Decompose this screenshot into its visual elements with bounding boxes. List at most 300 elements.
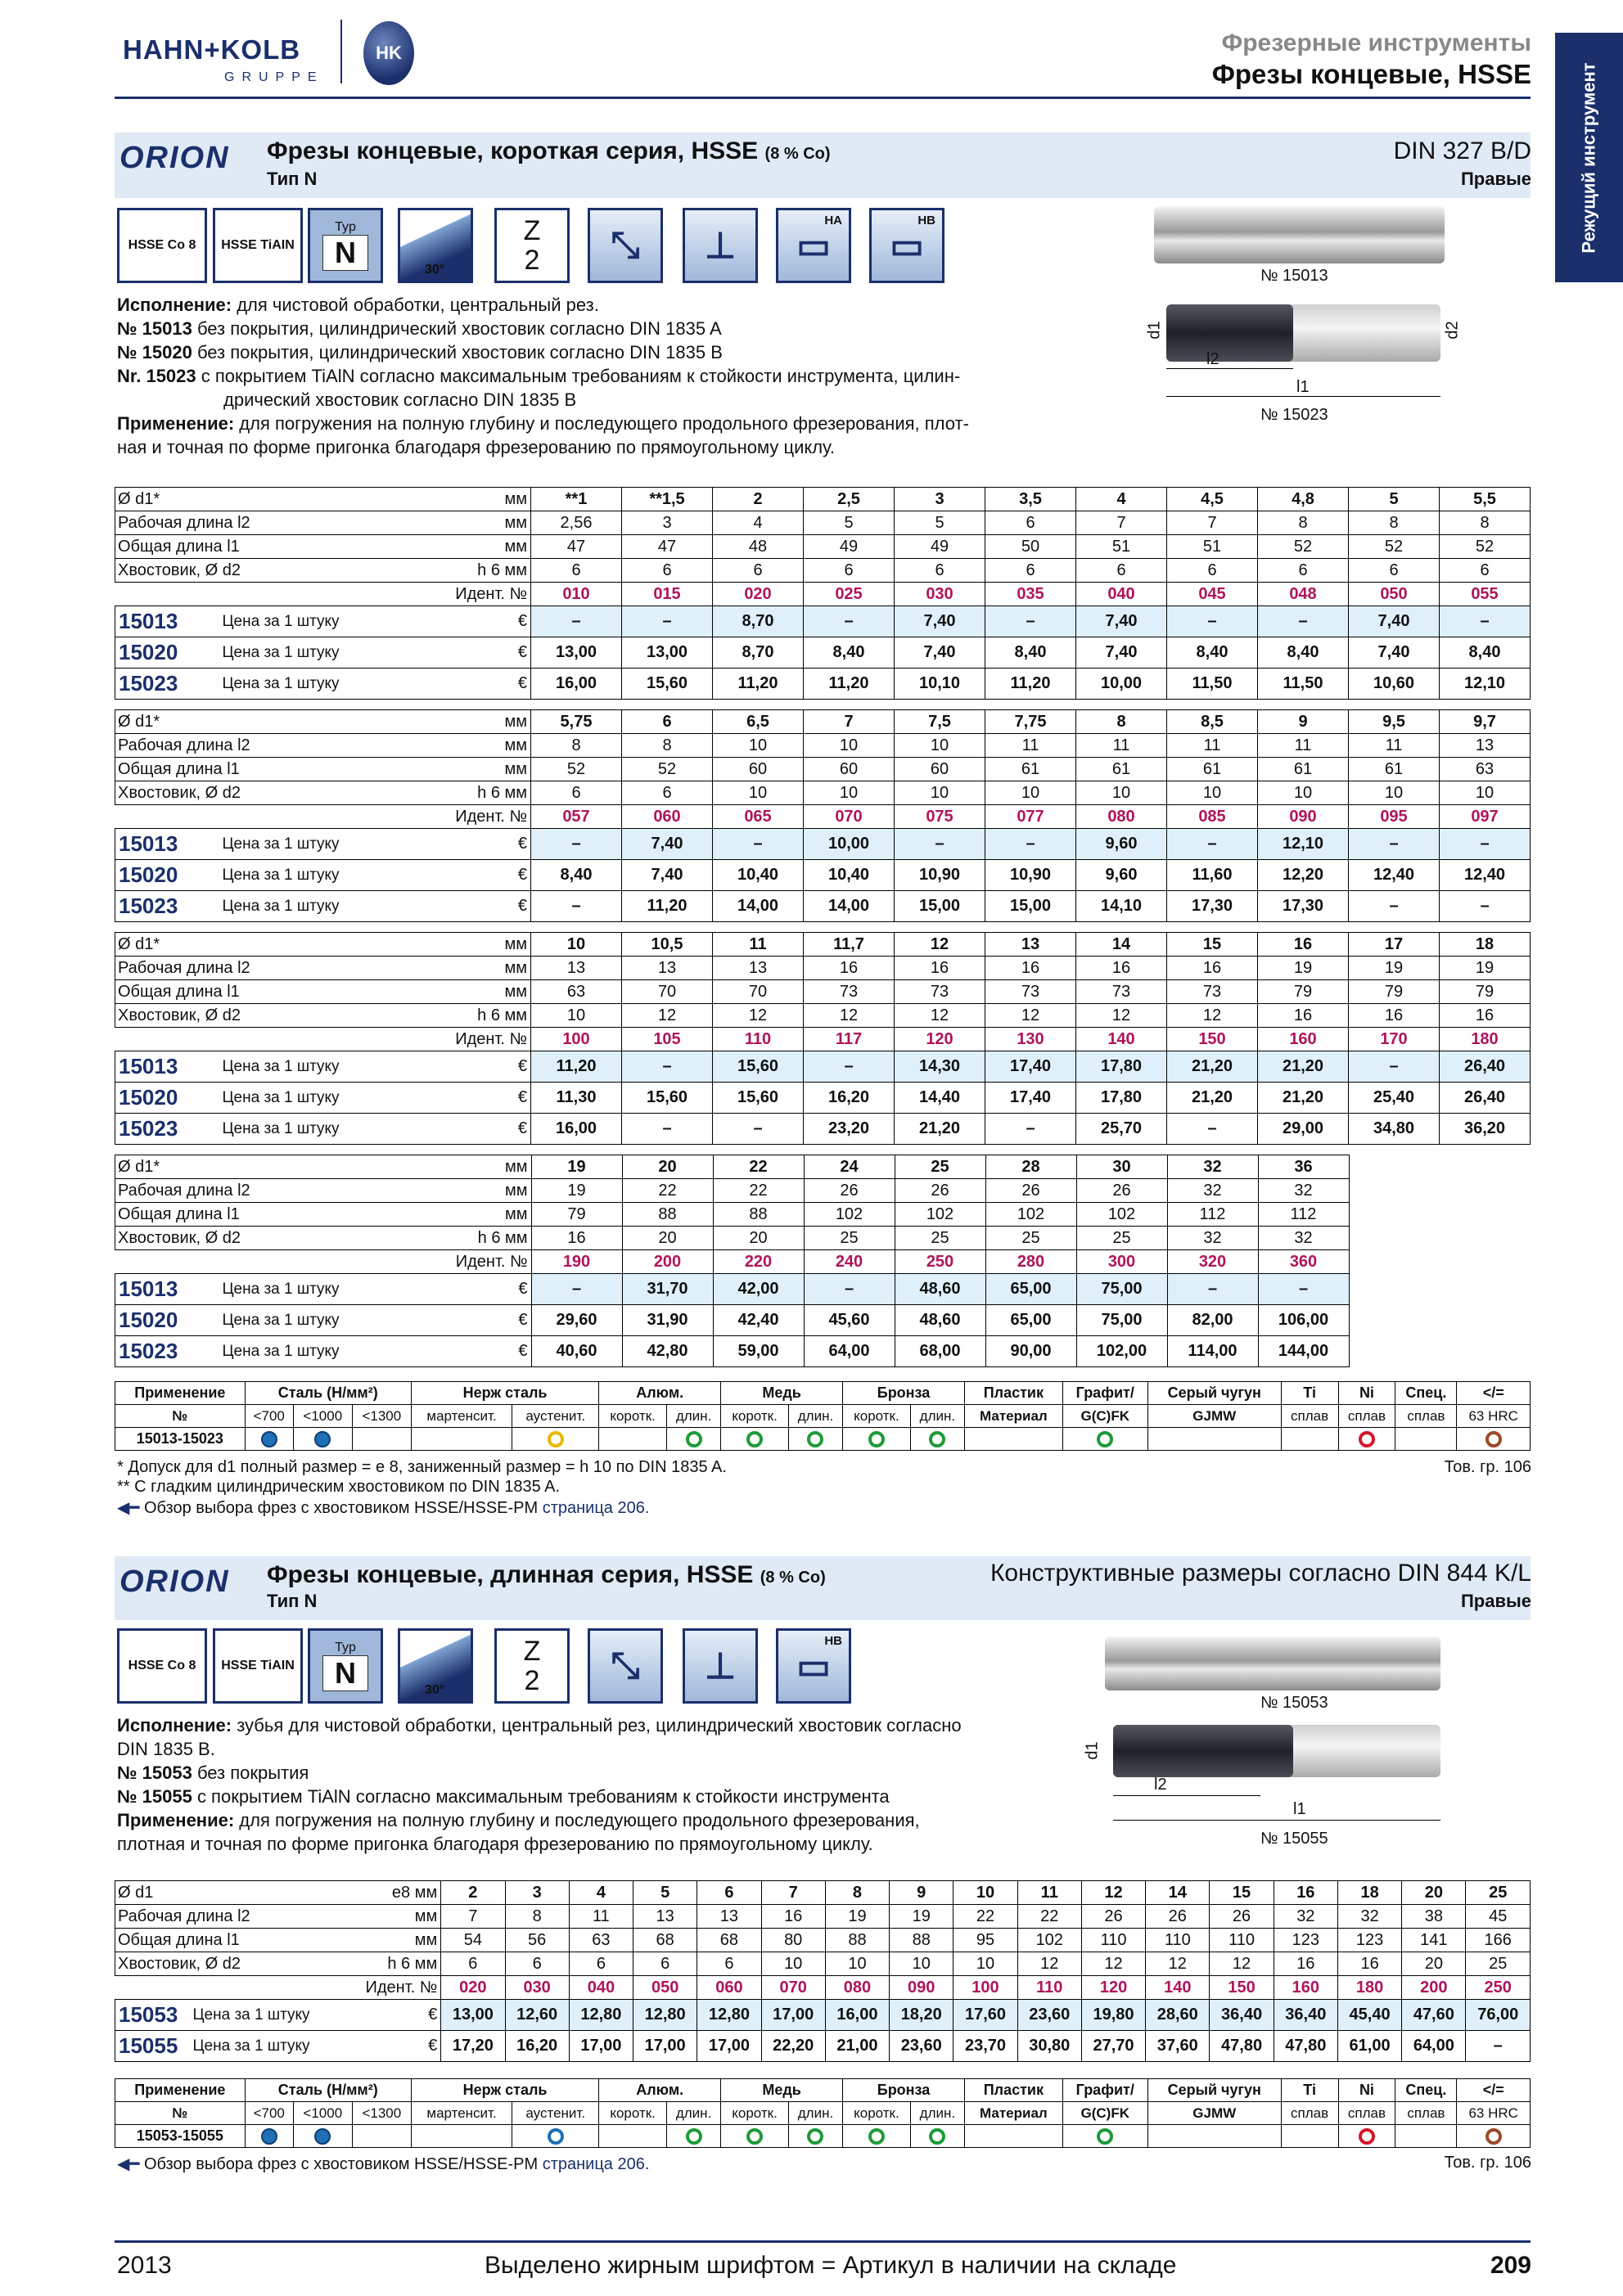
dimension-value: 112: [1258, 1203, 1349, 1227]
price-value: 21,20: [1167, 1083, 1258, 1114]
table-row[interactable]: [115, 2000, 1531, 2031]
dimension-value: 61: [1076, 758, 1167, 781]
ident-number: 250: [895, 1250, 985, 1274]
app-subheader: длин.: [788, 2102, 842, 2125]
tool-coating-2: [1113, 1725, 1293, 1777]
dimension-value: 11: [1017, 1881, 1081, 1905]
dimension-value: 16: [1440, 1004, 1531, 1028]
overview-link-2[interactable]: ◀━ Обзор выбора фрез с хвостовиком HSSE/HSSE-PM страница 206.: [117, 2155, 650, 2173]
app-subheader: <700: [245, 2102, 293, 2125]
price-value: 9,60: [1076, 829, 1167, 860]
table-row[interactable]: [115, 860, 1531, 891]
app-header-row: [115, 2079, 1531, 2102]
price-value: 8,40: [1167, 637, 1258, 669]
price-value: –: [622, 1051, 713, 1083]
app-rating: [1281, 1428, 1338, 1451]
dimension-value: 54: [441, 1929, 505, 1952]
price-value: 10,00: [804, 829, 895, 860]
dimension-value: 30: [1076, 1155, 1167, 1179]
dimension-value: 26: [1146, 1905, 1210, 1929]
price-value: 8,40: [531, 860, 622, 891]
dimension-value: 10: [804, 781, 895, 805]
price-value: 21,20: [895, 1114, 985, 1145]
price-value: 17,40: [985, 1083, 1076, 1114]
dimension-value: 32: [1167, 1155, 1258, 1179]
rating-dot-icon: [1359, 1431, 1375, 1447]
app-subheader: №: [115, 1405, 246, 1428]
dimension-value: 110: [1146, 1929, 1210, 1952]
dimension-row: [115, 758, 1531, 781]
dimension-value: 2: [441, 1881, 505, 1905]
price-value: [1349, 1336, 1440, 1367]
ident-number: 070: [761, 1976, 825, 2000]
price-value: 64,00: [804, 1336, 895, 1367]
dimension-value: 70: [622, 980, 713, 1004]
app-header: Применение: [115, 1382, 246, 1405]
dimension-value: 26: [1076, 1179, 1167, 1203]
dimension-row: [115, 559, 1531, 583]
price-value: 23,20: [804, 1114, 895, 1145]
app-subheader: сплав: [1281, 2102, 1338, 2125]
shank-hb-icon: ▭ HB: [776, 1628, 851, 1704]
description-line: № 15053 без покрытия: [117, 1763, 309, 1784]
app-subheader: длин.: [910, 2102, 964, 2125]
price-value: 7,40: [895, 637, 985, 669]
dimension-value: 6: [697, 1952, 761, 1976]
description-line: № 15013 без покрытия, цилиндрический хвостовик согласно DIN 1835 A: [117, 318, 722, 340]
row-unit: мм: [449, 511, 531, 535]
dimension-value: 8: [1349, 511, 1440, 535]
price-label: Цена за 1 штуку: [220, 891, 449, 922]
page-number: 209: [1490, 2252, 1531, 2279]
price-value: 37,60: [1146, 2031, 1210, 2062]
price-value: –: [713, 829, 804, 860]
row-label: Хвостовик, Ø d2: [115, 559, 449, 583]
ident-number: 170: [1349, 1028, 1440, 1051]
row-label: Общая длина l1: [115, 980, 449, 1004]
app-subheader: длин.: [788, 1405, 842, 1428]
row-label: Хвостовик, Ø d2: [115, 1227, 450, 1250]
dimension-value: 7: [1167, 511, 1258, 535]
app-header: Медь: [721, 1382, 843, 1405]
ident-number: 045: [1167, 583, 1258, 606]
ident-number: 020: [713, 583, 804, 606]
dimension-value: 26: [985, 1179, 1076, 1203]
price-value: 15,60: [713, 1051, 804, 1083]
app-subheader: длин.: [666, 1405, 720, 1428]
price-value: 7,40: [895, 606, 985, 637]
row-unit: e8 мм: [363, 1881, 441, 1905]
price-value: –: [985, 606, 1076, 637]
row-label: Идент. №: [115, 805, 531, 829]
ident-number: 200: [622, 1250, 713, 1274]
price-value: 102,00: [1076, 1336, 1167, 1367]
tool-image-15053: [1105, 1636, 1440, 1690]
price-value: 12,10: [1258, 829, 1349, 860]
currency: €: [449, 637, 531, 669]
dimension-value: 63: [1440, 758, 1531, 781]
ident-number: 030: [505, 1976, 569, 2000]
dimension-value: 13: [713, 957, 804, 980]
ident-number: 220: [713, 1250, 804, 1274]
price-value: 82,00: [1167, 1305, 1258, 1336]
app-rating: [1395, 1428, 1457, 1451]
price-value: 7,40: [1076, 637, 1167, 669]
row-unit: мм: [449, 734, 531, 758]
flutes-z2-icon: Z 2: [494, 208, 570, 283]
dimension-value: 6: [697, 1881, 761, 1905]
dimension-value: 10: [531, 1004, 622, 1028]
row-unit: мм: [449, 535, 531, 559]
ident-number: 030: [895, 583, 985, 606]
price-value: –: [1349, 1051, 1440, 1083]
price-value: 9,60: [1076, 860, 1167, 891]
dimension-value: **1: [531, 488, 622, 511]
price-value: 42,00: [713, 1274, 804, 1305]
price-value: [1440, 1274, 1531, 1305]
dimension-value: 10: [713, 781, 804, 805]
table-row[interactable]: [115, 606, 1531, 637]
ident-number: 055: [1440, 583, 1531, 606]
row-label: Хвостовик, Ø d2: [115, 1952, 363, 1976]
price-label: Цена за 1 штуку: [220, 1336, 450, 1367]
price-label: Цена за 1 штуку: [220, 1305, 450, 1336]
price-value: 47,80: [1274, 2031, 1337, 2062]
price-value: 12,80: [569, 2000, 633, 2031]
dimension-value: 26: [1210, 1905, 1274, 1929]
rating-dot-icon: [261, 2128, 277, 2145]
rating-dot-icon: [548, 2128, 564, 2145]
price-value: –: [531, 829, 622, 860]
table-row[interactable]: [115, 829, 1531, 860]
row-unit: h 6 мм: [363, 1952, 441, 1976]
price-value: –: [1167, 1274, 1258, 1305]
dimension-value: 8: [1076, 710, 1167, 734]
app-rating: [666, 2125, 720, 2148]
ident-number: 080: [825, 1976, 889, 2000]
description-line: DIN 1835 B.: [117, 1739, 215, 1760]
price-value: –: [531, 1274, 622, 1305]
app-rating: [245, 2125, 293, 2148]
price-value: 11,20: [804, 669, 895, 700]
table-row[interactable]: [115, 1114, 1531, 1145]
dimension-value: 6: [1167, 559, 1258, 583]
article-number: 15053: [115, 2000, 191, 2031]
dimension-value: 47: [531, 535, 622, 559]
price-value: 23,60: [1017, 2000, 1081, 2031]
app-subheader: Материал: [964, 2102, 1062, 2125]
dimension-value: **1,5: [622, 488, 713, 511]
ident-number: 050: [1349, 583, 1440, 606]
dimension-value: 11: [1167, 734, 1258, 758]
row-label: Рабочая длина l2: [115, 1179, 450, 1203]
price-value: 48,60: [895, 1305, 985, 1336]
app-header: Нерж сталь: [411, 2079, 598, 2102]
section1-direction: Правые: [1460, 169, 1531, 189]
dimension-value: 16: [1337, 1952, 1401, 1976]
app-rating: [1062, 2125, 1147, 2148]
table-row[interactable]: [115, 1051, 1531, 1083]
price-value: 17,40: [985, 1051, 1076, 1083]
dimension-value: 19: [531, 1155, 622, 1179]
dimension-value: 80: [761, 1929, 825, 1952]
description-line: Применение: для погружения на полную глубину и последующего продольного фрезерования, плот-: [117, 413, 969, 434]
dimension-value: 11: [1349, 734, 1440, 758]
ident-number: 097: [1440, 805, 1531, 829]
dimension-value: 20: [622, 1227, 713, 1250]
dimension-value: 7: [761, 1881, 825, 1905]
app-rating: [843, 2125, 911, 2148]
article-number: 15023: [115, 891, 220, 922]
app-rating: [1062, 1428, 1147, 1451]
dimension-value: 63: [569, 1929, 633, 1952]
app-rating: [599, 2125, 667, 2148]
row-label: Рабочая длина l2: [115, 1905, 363, 1929]
dimension-value: 12: [1167, 1004, 1258, 1028]
dimension-value: [1440, 1203, 1531, 1227]
dimension-value: 73: [895, 980, 985, 1004]
price-value: 29,00: [1258, 1114, 1349, 1145]
dimension-row: [115, 488, 1531, 511]
article-number: 15013: [115, 1051, 220, 1083]
table-row[interactable]: [115, 637, 1531, 669]
dimension-value: 11,7: [804, 933, 895, 957]
dimension-value: 10: [954, 1952, 1017, 1976]
app-rating: [411, 2125, 512, 2148]
dimension-value: 10,5: [622, 933, 713, 957]
ident-number: 150: [1210, 1976, 1274, 2000]
price-label: Цена за 1 штуку: [220, 637, 449, 669]
app-subheader: длин.: [910, 1405, 964, 1428]
dimension-value: 79: [1440, 980, 1531, 1004]
dimension-value: 49: [895, 535, 985, 559]
price-value: 15,60: [622, 1083, 713, 1114]
dimension-value: 25: [985, 1227, 1076, 1250]
price-value: 12,80: [633, 2000, 697, 2031]
section1-application-table: [115, 1381, 1531, 1451]
dimension-value: 25: [804, 1227, 895, 1250]
app-rating: [910, 1428, 964, 1451]
dimension-value: 32: [1337, 1905, 1401, 1929]
app-rating: [721, 2125, 789, 2148]
dimension-value: 6: [1258, 559, 1349, 583]
price-table-block: [115, 487, 1531, 700]
dimension-value: 61: [1167, 758, 1258, 781]
dimension-value: 6: [622, 781, 713, 805]
dimension-value: 47: [622, 535, 713, 559]
ident-number: 320: [1167, 1250, 1258, 1274]
rating-dot-icon: [807, 2128, 823, 2145]
app-header: Ti: [1281, 2079, 1338, 2102]
dimension-value: 16: [1274, 1881, 1337, 1905]
price-value: 10,90: [895, 860, 985, 891]
app-subheader: 63 HRC: [1457, 1405, 1531, 1428]
ident-number: 057: [531, 805, 622, 829]
app-rating: [666, 1428, 720, 1451]
dimension-value: 88: [890, 1929, 954, 1952]
price-value: –: [804, 606, 895, 637]
price-value: 34,80: [1349, 1114, 1440, 1145]
dimension-value: 15: [1167, 933, 1258, 957]
ident-number: 105: [622, 1028, 713, 1051]
app-header: Спец.: [1395, 2079, 1457, 2102]
dimension-value: 38: [1402, 1905, 1466, 1929]
currency: €: [449, 1051, 531, 1083]
dimension-value: 13: [633, 1905, 697, 1929]
dimension-value: 166: [1466, 1929, 1531, 1952]
dimension-value: 8,5: [1167, 710, 1258, 734]
price-value: 10,00: [1076, 669, 1167, 700]
price-value: 11,60: [1167, 860, 1258, 891]
app-subheader: коротк.: [599, 2102, 667, 2125]
dimension-value: 16: [895, 957, 985, 980]
price-value: 90,00: [985, 1336, 1076, 1367]
dimension-row: [115, 511, 1531, 535]
app-rating: [843, 1428, 911, 1451]
dimension-value: 16: [804, 957, 895, 980]
price-label: Цена за 1 штуку: [220, 1051, 449, 1083]
center-cut-icon: ⤡: [588, 208, 663, 283]
dimension-row: [115, 980, 1531, 1004]
section1-brand: ORION: [119, 141, 230, 175]
app-header: Нерж сталь: [411, 1382, 598, 1405]
price-value: 16,00: [825, 2000, 889, 2031]
table-row[interactable]: [115, 669, 1531, 700]
rating-dot-icon: [261, 1431, 277, 1447]
dimension-value: 32: [1258, 1227, 1349, 1250]
table-row[interactable]: [115, 1083, 1531, 1114]
dimension-value: 25: [895, 1227, 985, 1250]
article-number: 15020: [115, 637, 220, 669]
dimension-value: 68: [697, 1929, 761, 1952]
price-value: 15,00: [895, 891, 985, 922]
section2-application-table: [115, 2078, 1531, 2148]
dimension-value: 6: [622, 710, 713, 734]
price-value: [1440, 1336, 1531, 1367]
row-unit: мм: [363, 1929, 441, 1952]
price-value: –: [1167, 606, 1258, 637]
dimension-value: 12: [1081, 1952, 1145, 1976]
article-number: 15020: [115, 860, 220, 891]
center-cut-icon: ⤡: [588, 1628, 663, 1704]
dimension-value: 4,8: [1258, 488, 1349, 511]
table-row[interactable]: [115, 891, 1531, 922]
section1-type: Тип N: [267, 169, 318, 189]
dimension-value: 73: [1167, 980, 1258, 1004]
dimension-value: 60: [895, 758, 985, 781]
header-title: Фрезы концевые, HSSE: [1211, 59, 1531, 89]
description-line: Применение: для погружения на полную глубину и последующего продольного фрезерования,: [117, 1810, 920, 1831]
price-value: 14,10: [1076, 891, 1167, 922]
app-subheader: <700: [245, 1405, 293, 1428]
dimension-value: 61: [985, 758, 1076, 781]
tool-image-15013: [1154, 206, 1445, 263]
dimension-value: 6: [622, 559, 713, 583]
dimension-value: 10: [761, 1952, 825, 1976]
dimension-value: 12: [1017, 1952, 1081, 1976]
dim-l2: l2: [1206, 350, 1220, 368]
dimension-value: 5,5: [1440, 488, 1531, 511]
product-group-2: Тов. гр. 106: [1444, 2154, 1531, 2172]
app-article-range: 15053-15055: [115, 2125, 246, 2148]
app-rating: [352, 1428, 411, 1451]
price-value: –: [531, 606, 622, 637]
arrow-left-icon: ◀━: [117, 1499, 140, 1517]
dimension-value: 3: [622, 511, 713, 535]
app-header: Бронза: [843, 1382, 965, 1405]
dimension-value: 10: [825, 1952, 889, 1976]
helix-angle-icon: 30°: [398, 1628, 473, 1704]
rating-dot-icon: [746, 2128, 763, 2145]
price-value: –: [804, 1051, 895, 1083]
table-row[interactable]: [115, 1305, 1531, 1336]
row-unit: мм: [449, 710, 531, 734]
dimension-value: 50: [985, 535, 1076, 559]
dimension-value: 32: [1258, 1179, 1349, 1203]
dimension-value: 10: [1349, 781, 1440, 805]
price-value: 68,00: [895, 1336, 985, 1367]
price-value: 16,00: [531, 669, 622, 700]
dimension-value: 19: [531, 1179, 622, 1203]
section1-title: Фрезы концевые, короткая серия, HSSE (8 % Co): [267, 137, 831, 164]
table-row[interactable]: [115, 1274, 1531, 1305]
price-value: 17,80: [1076, 1083, 1167, 1114]
price-value: 36,20: [1440, 1114, 1531, 1145]
price-value: 31,90: [622, 1305, 713, 1336]
overview-link[interactable]: ◀━ Обзор выбора фрез с хвостовиком HSSE/HSSE-PM страница 206.: [117, 1499, 650, 1517]
app-subheader: коротк.: [843, 2102, 911, 2125]
dimension-value: 16: [1167, 957, 1258, 980]
dimension-value: 102: [1076, 1203, 1167, 1227]
price-label: Цена за 1 штуку: [220, 669, 449, 700]
helix-angle-icon: 30°: [398, 208, 473, 283]
currency: €: [449, 1274, 531, 1305]
currency: €: [449, 891, 531, 922]
app-subheader: сплав: [1281, 1405, 1338, 1428]
dimension-value: 22: [713, 1179, 804, 1203]
dimension-value: 9: [890, 1881, 954, 1905]
dimension-row: [115, 781, 1531, 805]
dimension-value: 49: [804, 535, 895, 559]
dimension-value: 14: [1076, 933, 1167, 957]
price-value: 26,40: [1440, 1051, 1531, 1083]
row-label: Общая длина l1: [115, 758, 449, 781]
dimension-value: 12: [895, 1004, 985, 1028]
ident-number: 040: [1076, 583, 1167, 606]
price-label: Цена за 1 штуку: [191, 2031, 363, 2062]
price-label: Цена за 1 штуку: [191, 2000, 363, 2031]
ident-number: 130: [985, 1028, 1076, 1051]
dimension-value: 52: [1349, 535, 1440, 559]
app-rating: [1147, 2125, 1281, 2148]
price-value: 8,40: [1258, 637, 1349, 669]
currency: €: [449, 860, 531, 891]
dimension-row: [115, 1155, 1531, 1179]
description-line: Nr. 15023 с покрытием TiAlN согласно максимальным требованиям к стойкости инструмента, цилин-: [117, 366, 961, 387]
table-row[interactable]: [115, 1336, 1531, 1367]
price-value: 11,20: [713, 669, 804, 700]
dimension-value: [1349, 1179, 1440, 1203]
app-header: Алюм.: [599, 1382, 721, 1405]
note-shank: ** С гладким цилиндрическим хвостовиком по DIN 1835 A.: [117, 1478, 561, 1496]
table-row[interactable]: [115, 2031, 1531, 2062]
dimension-value: 2,56: [531, 511, 622, 535]
dimension-value: 141: [1402, 1929, 1466, 1952]
dimension-value: 16: [985, 957, 1076, 980]
row-unit: мм: [449, 1203, 531, 1227]
row-unit: мм: [363, 1905, 441, 1929]
price-value: [1349, 1274, 1440, 1305]
